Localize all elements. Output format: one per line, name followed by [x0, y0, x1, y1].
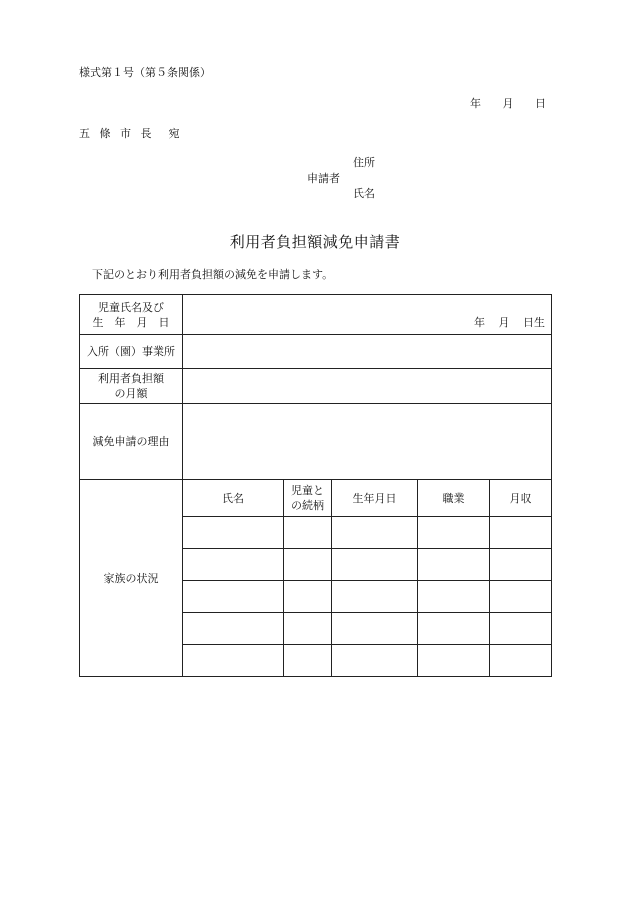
- family-relation-cell[interactable]: [284, 581, 332, 613]
- family-birthdate-cell[interactable]: [332, 549, 418, 581]
- family-name-cell[interactable]: [183, 613, 284, 645]
- addressee-honorific: 宛: [168, 127, 183, 140]
- application-form-table: [79, 294, 552, 677]
- family-status-label: 家族の状況: [80, 480, 183, 677]
- family-birthdate-cell[interactable]: [332, 517, 418, 549]
- reason-field[interactable]: [183, 404, 552, 480]
- family-name-cell[interactable]: [183, 581, 284, 613]
- monthly-amount-label: 利用者負担額 の月額: [80, 369, 183, 404]
- family-col-name: 氏名: [183, 480, 284, 517]
- applicant-name-label: 氏名: [353, 187, 375, 200]
- birth-date-suffix: 年 月 日生: [474, 316, 546, 329]
- family-relation-cell[interactable]: [284, 645, 332, 677]
- monthly-amount-field[interactable]: [183, 369, 552, 404]
- child-name-birth-field[interactable]: [183, 295, 552, 335]
- applicant-address-label: 住所: [353, 156, 375, 169]
- family-name-cell[interactable]: [183, 549, 284, 581]
- facility-field[interactable]: [183, 335, 552, 369]
- family-occupation-cell[interactable]: [418, 613, 490, 645]
- family-income-cell[interactable]: [490, 613, 552, 645]
- date-line: 年 月 日: [470, 97, 546, 110]
- reason-label: 減免申請の理由: [80, 404, 183, 480]
- facility-row: [80, 335, 552, 369]
- family-income-cell[interactable]: [490, 549, 552, 581]
- intro-text: 下記のとおり利用者負担額の減免を申請します。: [92, 268, 334, 281]
- addressee: [79, 125, 183, 141]
- family-birthdate-cell[interactable]: [332, 613, 418, 645]
- family-relation-cell[interactable]: [284, 517, 332, 549]
- family-occupation-cell[interactable]: [418, 581, 490, 613]
- family-income-cell[interactable]: [490, 517, 552, 549]
- reason-row: [80, 404, 552, 480]
- family-col-birthdate: 生年月日: [332, 480, 418, 517]
- family-birthdate-cell[interactable]: [332, 645, 418, 677]
- document-title: 利用者負担額減免申請書: [229, 233, 401, 251]
- family-name-cell[interactable]: [183, 645, 284, 677]
- family-occupation-cell[interactable]: [418, 517, 490, 549]
- child-birth-row: [80, 295, 552, 335]
- family-occupation-cell[interactable]: [418, 645, 490, 677]
- family-income-cell[interactable]: [490, 581, 552, 613]
- monthly-amount-row: [80, 369, 552, 404]
- family-income-cell[interactable]: [490, 645, 552, 677]
- family-name-cell[interactable]: [183, 517, 284, 549]
- addressee-name: 五 條 市 長: [79, 127, 155, 140]
- family-col-relation: 児童と の続柄: [284, 480, 332, 517]
- family-birthdate-cell[interactable]: [332, 581, 418, 613]
- facility-label: 入所（園）事業所: [80, 335, 183, 369]
- family-col-income: 月収: [490, 480, 552, 517]
- child-name-birth-label: 児童氏名及び 生 年 月 日: [80, 295, 183, 335]
- family-header-row: [80, 480, 552, 517]
- family-col-occupation: 職業: [418, 480, 490, 517]
- applicant-label: 申請者: [307, 172, 340, 185]
- family-relation-cell[interactable]: [284, 549, 332, 581]
- family-relation-cell[interactable]: [284, 613, 332, 645]
- form-number: 様式第１号（第５条関係）: [79, 66, 211, 79]
- family-occupation-cell[interactable]: [418, 549, 490, 581]
